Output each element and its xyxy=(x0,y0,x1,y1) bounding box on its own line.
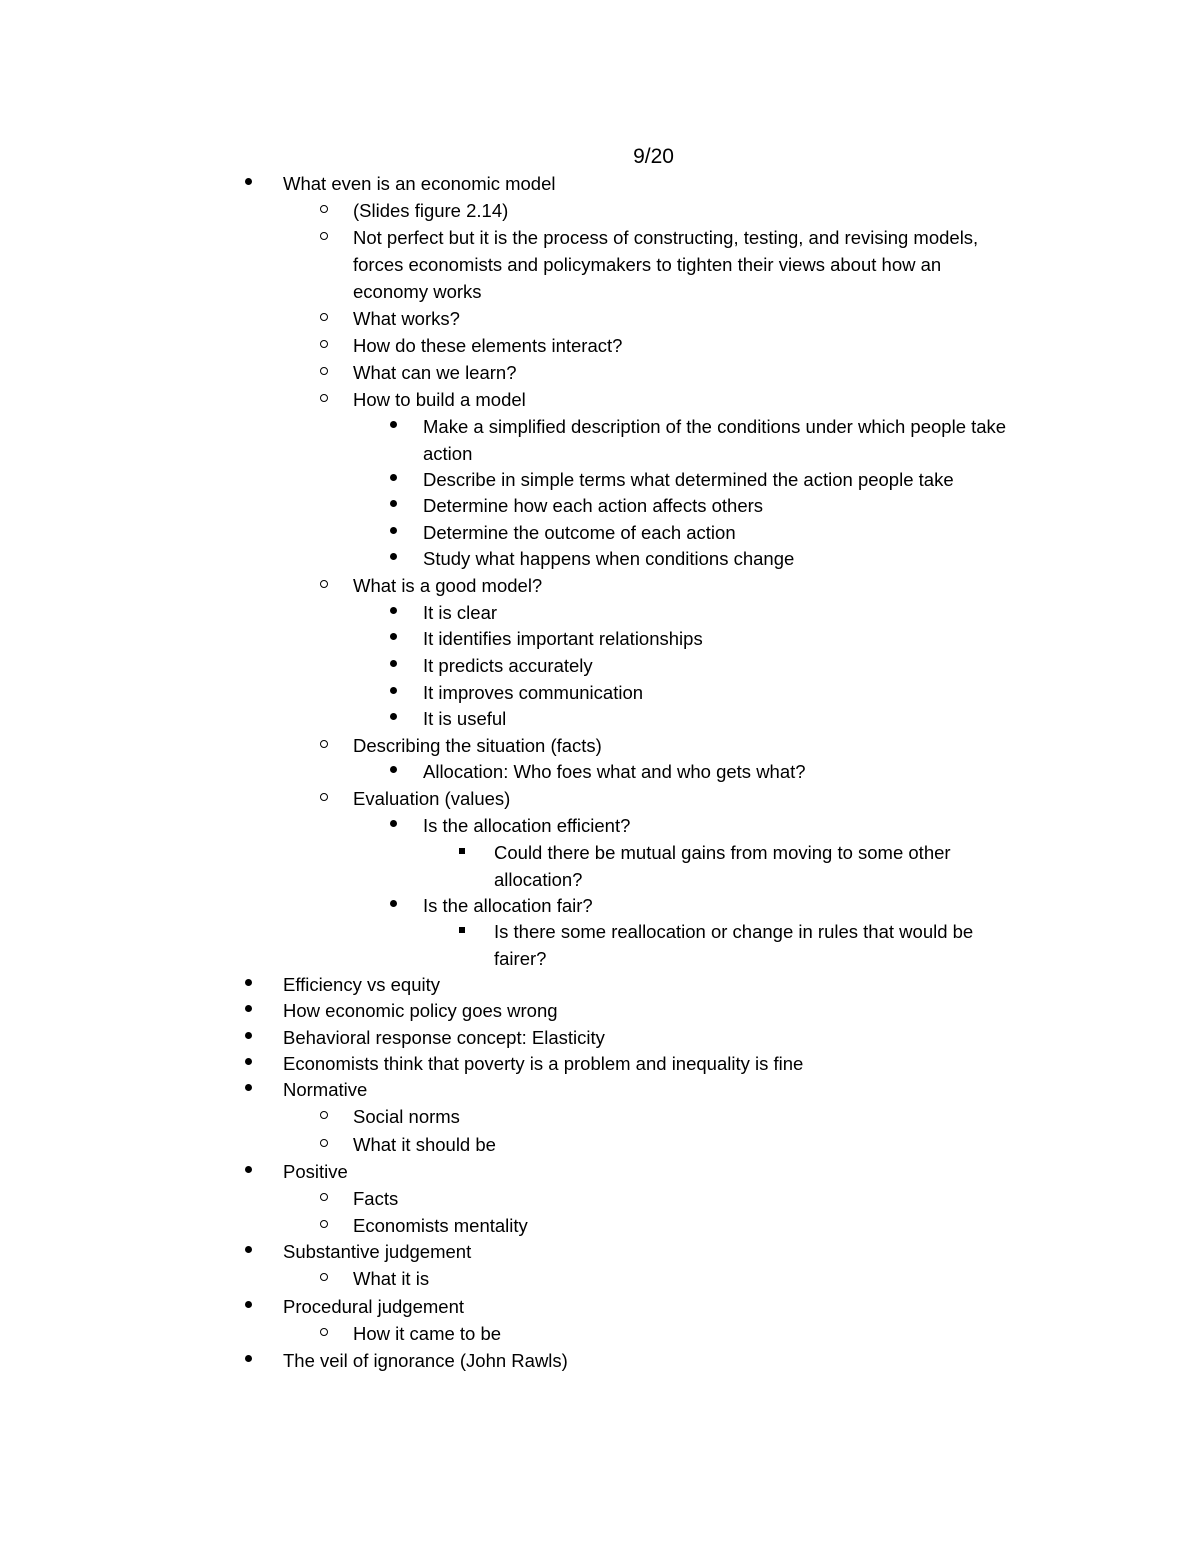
bullet-circle-icon xyxy=(320,313,328,321)
bullet-circle-icon xyxy=(320,205,328,213)
bullet-dot-icon xyxy=(245,979,252,986)
list-item: How to build a model xyxy=(353,389,526,410)
page-title: 9/20 xyxy=(633,145,674,168)
list-item: (Slides figure 2.14) xyxy=(353,200,509,221)
list-item: What it is xyxy=(353,1268,430,1289)
bullet-dot-icon xyxy=(245,1166,252,1173)
bullet-dot-icon xyxy=(245,178,252,185)
bullet-dot-icon xyxy=(390,900,397,907)
list-item-continuation: allocation? xyxy=(494,869,583,890)
bullet-square-icon xyxy=(459,848,465,854)
list-item: Determine how each action affects others xyxy=(423,495,764,516)
bullet-circle-icon xyxy=(320,1193,328,1201)
list-item-continuation: forces economists and policymakers to tighten their views about how an xyxy=(353,254,942,275)
list-item: It identifies important relationships xyxy=(423,628,703,649)
bullet-dot-icon xyxy=(390,500,397,507)
list-item: Efficiency vs equity xyxy=(283,974,440,995)
bullet-dot-icon xyxy=(390,820,397,827)
list-item: What can we learn? xyxy=(353,362,517,383)
list-item: It predicts accurately xyxy=(423,655,593,676)
bullet-dot-icon xyxy=(245,1005,252,1012)
bullet-dot-icon xyxy=(390,421,397,428)
list-item: What is a good model? xyxy=(353,575,543,596)
list-item: Economists think that poverty is a problem and inequality is fine xyxy=(283,1053,804,1074)
bullet-circle-icon xyxy=(320,793,328,801)
list-item: Study what happens when conditions change xyxy=(423,548,795,569)
list-item: Could there be mutual gains from moving to some other xyxy=(494,842,951,863)
list-item-continuation: action xyxy=(423,443,473,464)
bullet-circle-icon xyxy=(320,580,328,588)
bullet-dot-icon xyxy=(390,527,397,534)
bullet-circle-icon xyxy=(320,367,328,375)
list-item: Evaluation (values) xyxy=(353,788,511,809)
bullet-circle-icon xyxy=(320,1220,328,1228)
bullet-circle-icon xyxy=(320,740,328,748)
list-item: Describe in simple terms what determined the action people take xyxy=(423,469,954,490)
list-item: Normative xyxy=(283,1079,368,1100)
list-item-continuation: economy works xyxy=(353,281,482,302)
list-item: Substantive judgement xyxy=(283,1241,472,1262)
list-item: What works? xyxy=(353,308,460,329)
bullet-circle-icon xyxy=(320,1111,328,1119)
list-item: It improves communication xyxy=(423,682,644,703)
bullet-circle-icon xyxy=(320,1139,328,1147)
list-item: Describing the situation (facts) xyxy=(353,735,602,756)
bullet-circle-icon xyxy=(320,394,328,402)
list-item: Is the allocation fair? xyxy=(423,895,593,916)
list-item: Is the allocation efficient? xyxy=(423,815,631,836)
bullet-square-icon xyxy=(459,927,465,933)
bullet-dot-icon xyxy=(390,607,397,614)
bullet-dot-icon xyxy=(245,1301,252,1308)
bullet-circle-icon xyxy=(320,340,328,348)
list-item: How do these elements interact? xyxy=(353,335,623,356)
list-item: How economic policy goes wrong xyxy=(283,1000,558,1021)
list-item: Behavioral response concept: Elasticity xyxy=(283,1027,605,1048)
list-item: Is there some reallocation or change in rules that would be xyxy=(494,921,974,942)
list-item: Economists mentality xyxy=(353,1215,528,1236)
list-item: Facts xyxy=(353,1188,399,1209)
bullet-dot-icon xyxy=(390,633,397,640)
bullet-dot-icon xyxy=(245,1246,252,1253)
list-item: It is clear xyxy=(423,602,498,623)
bullet-circle-icon xyxy=(320,232,328,240)
list-item: Determine the outcome of each action xyxy=(423,522,736,543)
list-item: Make a simplified description of the conditions under which people take xyxy=(423,416,1007,437)
bullet-circle-icon xyxy=(320,1273,328,1281)
list-item: Positive xyxy=(283,1161,348,1182)
bullet-dot-icon xyxy=(245,1084,252,1091)
bullet-dot-icon xyxy=(390,687,397,694)
list-item: Not perfect but it is the process of constructing, testing, and revising models, xyxy=(353,227,979,248)
list-item: How it came to be xyxy=(353,1323,502,1344)
bullet-circle-icon xyxy=(320,1328,328,1336)
bullet-dot-icon xyxy=(390,766,397,773)
list-item: It is useful xyxy=(423,708,507,729)
bullet-dot-icon xyxy=(245,1355,252,1362)
list-item: Procedural judgement xyxy=(283,1296,464,1317)
bullet-dot-icon xyxy=(390,553,397,560)
bullet-dot-icon xyxy=(390,474,397,481)
list-item: What it should be xyxy=(353,1134,496,1155)
bullet-dot-icon xyxy=(245,1032,252,1039)
list-item: The veil of ignorance (John Rawls) xyxy=(283,1350,568,1371)
bullet-dot-icon xyxy=(390,713,397,720)
bullet-dot-icon xyxy=(245,1058,252,1065)
bullet-dot-icon xyxy=(390,660,397,667)
list-item-continuation: fairer? xyxy=(494,948,547,969)
list-item: Social norms xyxy=(353,1106,460,1127)
list-item: What even is an economic model xyxy=(283,173,556,194)
list-item: Allocation: Who foes what and who gets what? xyxy=(423,761,806,782)
